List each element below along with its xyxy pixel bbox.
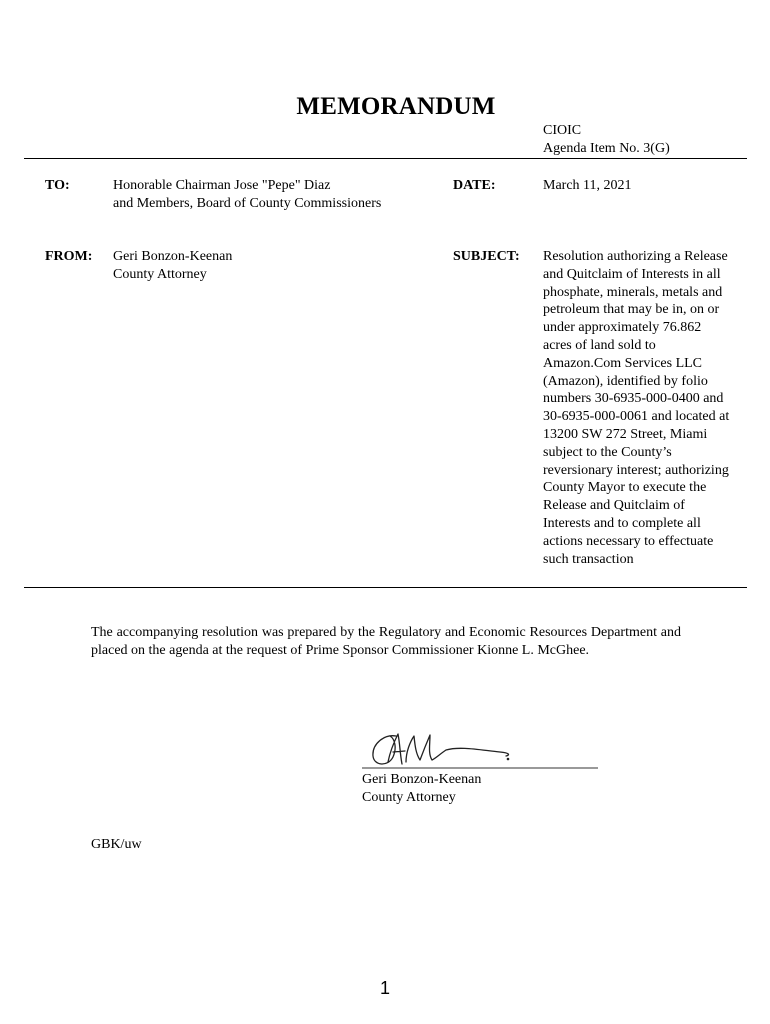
subject-line: and Quitclaim of Interests in all	[543, 266, 721, 282]
signer-name: Geri Bonzon-Keenan	[362, 772, 482, 787]
subject-line: acres of land sold to	[543, 337, 656, 353]
subject-line: subject to the County’s	[543, 444, 672, 460]
subject-label: SUBJECT:	[453, 249, 520, 264]
header-divider	[24, 158, 747, 159]
agenda-info	[543, 122, 670, 158]
date-label: DATE:	[453, 178, 496, 193]
date-value: March 11, 2021	[543, 178, 632, 193]
agenda-item-number: Agenda Item No. 3(G)	[543, 141, 670, 156]
from-line: County Attorney	[113, 267, 207, 282]
to-recipient	[113, 177, 381, 213]
from-label: FROM:	[45, 249, 93, 264]
signature-image	[360, 722, 605, 774]
subject-line: numbers 30-6935-000-0400 and	[543, 391, 724, 407]
subject-line: Amazon.Com Services LLC	[543, 355, 703, 371]
subject-line: (Amazon), identified by folio	[543, 373, 708, 389]
agenda-code: CIOIC	[543, 123, 582, 138]
subject-line: 13200 SW 272 Street, Miami	[543, 426, 708, 442]
subject-line: actions necessary to effectuate	[543, 533, 714, 549]
subject-line: Resolution authorizing a Release	[543, 249, 728, 264]
signature-block	[362, 771, 481, 807]
memo-title: MEMORANDUM	[296, 93, 496, 120]
memo-body: The accompanying resolution was prepared by the Regulatory and Economic Resources Department and placed on the agenda at the request of Prime Sponsor Commissioner Kionne L. McGhee.	[91, 625, 681, 658]
subject-line: under approximately 76.862	[543, 320, 702, 336]
typist-initials: GBK/uw	[91, 837, 142, 852]
to-line: and Members, Board of County Commissioners	[113, 196, 382, 211]
page-number: 1	[379, 978, 390, 998]
to-line: Honorable Chairman Jose "Pepe" Diaz	[113, 178, 331, 193]
to-label: TO:	[45, 178, 70, 193]
subject-line: Interests and to complete all	[543, 515, 701, 531]
subject-line: phosphate, minerals, metals and	[543, 284, 723, 300]
subject-line: 30-6935-000-0061 and located at	[543, 409, 730, 425]
subject-line: petroleum that may be in, on or	[543, 302, 720, 318]
subject-line: Release and Quitclaim of	[543, 498, 685, 514]
subject-line: County Mayor to execute the	[543, 480, 707, 496]
body-divider	[24, 587, 747, 588]
subject-text	[543, 248, 748, 568]
subject-line: reversionary interest; authorizing	[543, 462, 729, 478]
signer-title: County Attorney	[362, 790, 456, 805]
subject-line: such transaction	[543, 551, 634, 567]
from-line: Geri Bonzon-Keenan	[113, 249, 233, 264]
from-sender	[113, 248, 232, 284]
